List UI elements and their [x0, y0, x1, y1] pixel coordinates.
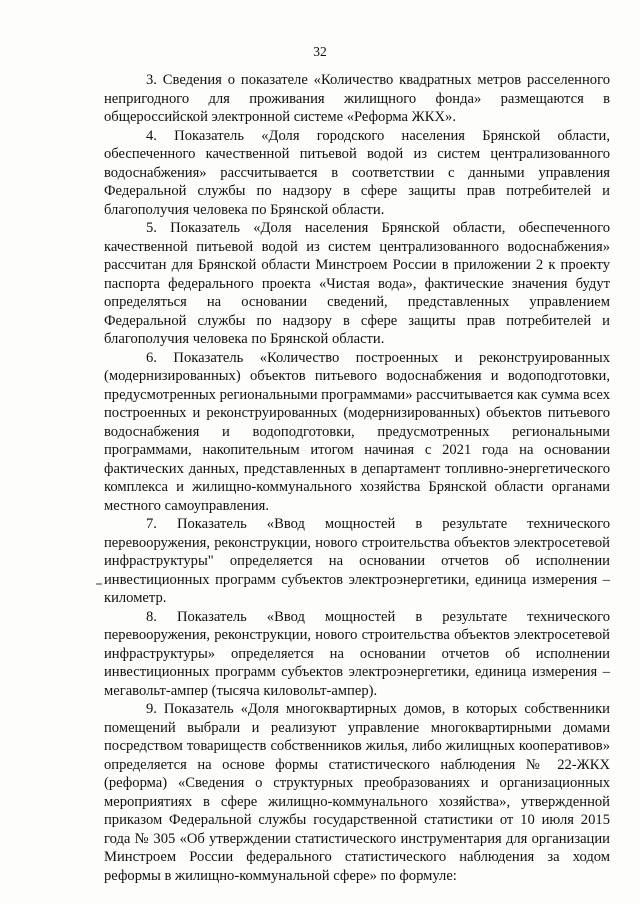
- paragraph-3: 3. Сведения о показателе «Количество квадратных метров расселенного непригодного для проживания жилищного фонда» размещаются в общероссийской электронной системе «Реформа ЖКХ».: [104, 72, 610, 125]
- paragraph-9: 9. Показатель «Доля многоквартирных домов, в которых собственники помещений выбрали и реализуют управление многоквартирными домами посредством товариществ собственников жилья, либо жилищных кооперативов» определяется на основе формы статистического наблюдения № 22-ЖКХ (реформа) «Сведения о структурных преобразованиях и организационных мероприятиях в сфере жилищно-коммунального хозяйства», утвержденной приказом Федеральной службы государственной статистики от 10 июля 2015 года № 305 «Об утверждении статистического инструментария для организации Минстроем России федерального статистического наблюдения за ходом реформы в жилищно-коммунальной сфере» по формуле:: [104, 701, 610, 884]
- scan-mark: [96, 583, 102, 585]
- paragraph-5: 5. Показатель «Доля населения Брянской области, обеспеченного качественной питьевой водой из систем централизованного водоснабжения» рассчитан для Брянской области Минстроем России в приложении 2 к проекту паспорта федерального проекта «Чистая вода», фактические значения будут определяться на основании сведений, представленных управлением Федеральной службы по надзору в сфере защиты прав потребителей и благополучия человека по Брянской области.: [104, 220, 610, 347]
- paragraph-6: 6. Показатель «Количество построенных и реконструированных (модернизированных) объектов питьевого водоснабжения и водоподготовки, предусмотренных региональными программами» рассчитывается как сумма всех построенных и реконструированных (модернизированных) объектов питьевого водоснабжения и водоподготовки, предусмотренных региональными программами, накопительным итогом начиная с 2021 года на основании фактических данных, представленных в департамент топливно-энергетического комплекса и жилищно-коммунального хозяйства Брянской области органами местного самоуправления.: [104, 349, 610, 514]
- paragraph-8: 8. Показатель «Ввод мощностей в результате технического перевооружения, реконструкции, нового строительства объектов электросетевой инфраструктуры» определяется на основании отчетов об исполнении инвестиционных программ субъектов электроэнергетики, единица измерения – мегавольт-ампер (тысяча киловольт-ампер).: [104, 608, 610, 699]
- document-body: [104, 71, 610, 885]
- paragraph-7: 7. Показатель «Ввод мощностей в результате технического перевооружения, реконструкции, нового строительства объектов электросетевой инфраструктуры" определяется на основании отчетов об исполнении инвестиционных программ субъектов электроэнергетики, единица измерения – километр.: [104, 516, 610, 606]
- page-number: 32: [313, 44, 327, 59]
- paragraph-4: 4. Показатель «Доля городского населения Брянской области, обеспеченного качественной питьевой водой из систем централизованного водоснабжения» рассчитывается в соответствии с данными управления Федеральной службы по надзору в сфере защиты прав потребителей и благополучия человека по Брянской области.: [104, 127, 610, 218]
